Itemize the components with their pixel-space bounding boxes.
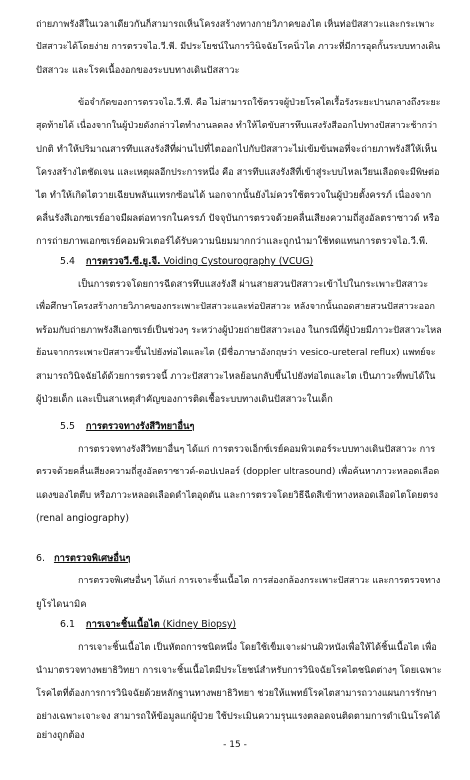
body-text-line: การตรวจทางรังสีวิทยาอื่นๆ ได้แก่ การตรวจเอ็กซ์เรย์คอมพิวเตอร์ระบบทางเดินปัสสาวะ การ bbox=[78, 444, 436, 455]
section-title: การตรวจพิเศษอื่นๆ bbox=[53, 553, 131, 564]
body-text-line: ถ่ายภาพรังสีในเวลาเดียวกันก็สามารถเห็นโครงสร้างทางกายวิภาคของไต เห็นท่อปัสสาวะและกระเพาะ bbox=[36, 19, 435, 30]
body-text-line: อย่างถูกต้อง bbox=[36, 730, 85, 741]
body-text-line: ย้อนจากกระเพาะปัสสาวะขึ้นไปยังท่อไตและไต (มีชื่อภาษาอังกฤษว่า vesico-ureteral reflux) แพทย์จะ bbox=[36, 348, 436, 358]
body-text-line: พร้อมกับถ่ายภาพรังสีเอกซเรย์เป็นช่วงๆ ระหว่างผู้ป่วยถ่ายปัสสาวะเอง ในกรณีที่ผู้ป่วยมีภาวะปัสสาวะไหล bbox=[36, 325, 442, 336]
section-subtitle: Voiding Cystourography (VCUG) bbox=[160, 256, 314, 267]
body-text-line: ตรวจด้วยคลื่นเสียงความถี่สูงอัลตราซาวด์-ดอปเปลอร์ (doppler ultrasound) เพื่อค้นหาภาวะหลอดเลือด bbox=[36, 467, 440, 477]
body-text-line: แดงของไตตีบ หรือภาวะหลอดเลือดดำไตอุดตัน และการตรวจโดยวิธีฉีดสีเข้าทางหลอดเลือดไตโดยตรง bbox=[36, 490, 439, 501]
body-text-line: การถ่ายภาพเอกซเรย์คอมพิวเตอร์ได้รับความนิยมมากกว่าและถูกนำมาใช้ทดแทนการตรวจไอ.วี.พี. bbox=[36, 236, 429, 247]
body-text-line: นำมาตรวจทางพยาธิวิทยา การเจาะชิ้นเนื้อไตมีประโยชน์สำหรับการวินิจฉัยโรคไตชนิดต่างๆ โดยเฉพาะ bbox=[36, 665, 442, 676]
section-title: การเจาะชิ้นเนื้อไต bbox=[85, 619, 160, 630]
body-text-line: การตรวจพิเศษอื่นๆ ได้แก่ การเจาะชิ้นเนื้อไต การส่องกล้องกระเพาะปัสสาวะ และการตรวจทาง bbox=[78, 576, 441, 586]
body-text-line: สามารถวินิจฉัยได้ด้วยการตรวจนี้ ภาวะปัสสาวะไหลย้อนกลับขึ้นไปยังท่อไตและไต เป็นภาวะที่พบได้ใน bbox=[36, 371, 436, 382]
section-6-heading bbox=[36, 552, 130, 565]
body-text-line: ไต ทำให้เกิดไตวายเฉียบพลันแทรกซ้อนได้ นอกจากนั้นยังไม่ควรใช้ตรวจในผู้ป่วยตั้งครรภ์ เนื่องจาก bbox=[36, 190, 432, 201]
body-text-line: (renal angiography) bbox=[36, 513, 129, 524]
body-text-line: ปัสสาวะ และโรคเนื้องอกของระบบทางเดินปัสสาวะ bbox=[36, 65, 240, 76]
section-number: 6.1 bbox=[60, 619, 75, 630]
body-text-line: คลื่นรังสีเอกซเรย์อาจมีผลต่อทารกในครรภ์ ปัจจุบันการตรวจด้วยคลื่นเสียงความถี่สูงอัลตราซาวด์ หรือ bbox=[36, 213, 440, 224]
body-text-line: การเจาะชิ้นเนื้อไต เป็นหัตถการชนิดหนึ่ง โดยใช้เข็มเจาะผ่านผิวหนังเพื่อให้ได้ชิ้นเนื้อไต เพื่อ bbox=[78, 642, 437, 653]
body-text-line: ข้อจำกัดของการตรวจไอ.วี.พี. คือ ไม่สามารถใช้ตรวจผู้ป่วยโรคไตเรื้อรังระยะปานกลางถึงระยะ bbox=[78, 98, 441, 108]
body-text-line: สุดท้ายได้ เนื่องจากในผู้ป่วยดังกล่าวไตทำงานลดลง ทำให้ไตขับสารทึบแสงรังสีออกไปทางปัสสาวะช้ากว่า bbox=[36, 121, 438, 131]
section-title: การตรวจทางรังสีวิทยาอื่นๆ bbox=[85, 421, 195, 432]
body-text-line: ปกติ ทำให้ปริมาณสารทึบแสงรังสีที่ผ่านไปที่ไตออกไปกับปัสสาวะไม่เข้มข้นพอที่จะถ่ายภาพรังสีให้เห็น bbox=[36, 144, 438, 155]
body-text-line: ยูโรไดนามิค bbox=[36, 599, 87, 610]
page-number: - 15 - bbox=[223, 740, 247, 750]
body-text-line: เพื่อศึกษาโครงสร้างกายวิภาคของกระเพาะปัสสาวะและท่อปัสสาวะ หลังจากนั้นถอดสายสวนปัสสาวะออก bbox=[36, 302, 435, 312]
section-number: 6. bbox=[36, 553, 45, 564]
body-text-line: เป็นการตรวจโดยการฉีดสารทึบแสงรังสี ผ่านสายสวนปัสสาวะเข้าไปในกระเพาะปัสสาวะ bbox=[78, 279, 429, 290]
body-text-line: โรคไตที่ต้องการการวินิจฉัยด้วยหลักฐานทางพยาธิวิทยา ช่วยให้แพทย์โรคไตสามารถวางแผนการรักษา bbox=[36, 688, 437, 699]
section-5-4-heading bbox=[60, 255, 313, 268]
body-text-line: ผู้ป่วยเด็ก และเป็นสาเหตุสำคัญของการติดเชื้อระบบทางเดินปัสสาวะในเด็ก bbox=[36, 394, 333, 405]
section-number: 5.5 bbox=[60, 421, 75, 432]
section-subtitle: (Kidney Biopsy) bbox=[159, 619, 237, 630]
section-5-5-heading bbox=[60, 420, 194, 433]
body-text-line: อย่างเฉพาะเจาะจง สามารถให้ข้อมูลแก่ผู้ป่วย ใช้ประเมินความรุนแรงตลอดจนติดตามการดำเนินโรคได้ bbox=[36, 711, 441, 722]
section-title: การตรวจวี.ซี.ยู.จี. bbox=[85, 256, 161, 267]
section-number: 5.4 bbox=[60, 256, 75, 267]
body-text-line: ปัสสาวะได้โดยง่าย การตรวจไอ.วี.พี. มีประโยชน์ในการวินิจฉัยโรคนิ่วไต ภาวะที่มีการอุดกั้นระบบทางเดิน bbox=[36, 42, 441, 52]
section-6-1-heading bbox=[60, 618, 236, 631]
body-text-line: โครงสร้างไตชัดเจน และเหตุผลอีกประการหนึ่ง คือ สารทึบแสงรังสีที่เข้าสู่ระบบไหลเวียนเลือดจะมีพิษต่อ bbox=[36, 167, 440, 178]
